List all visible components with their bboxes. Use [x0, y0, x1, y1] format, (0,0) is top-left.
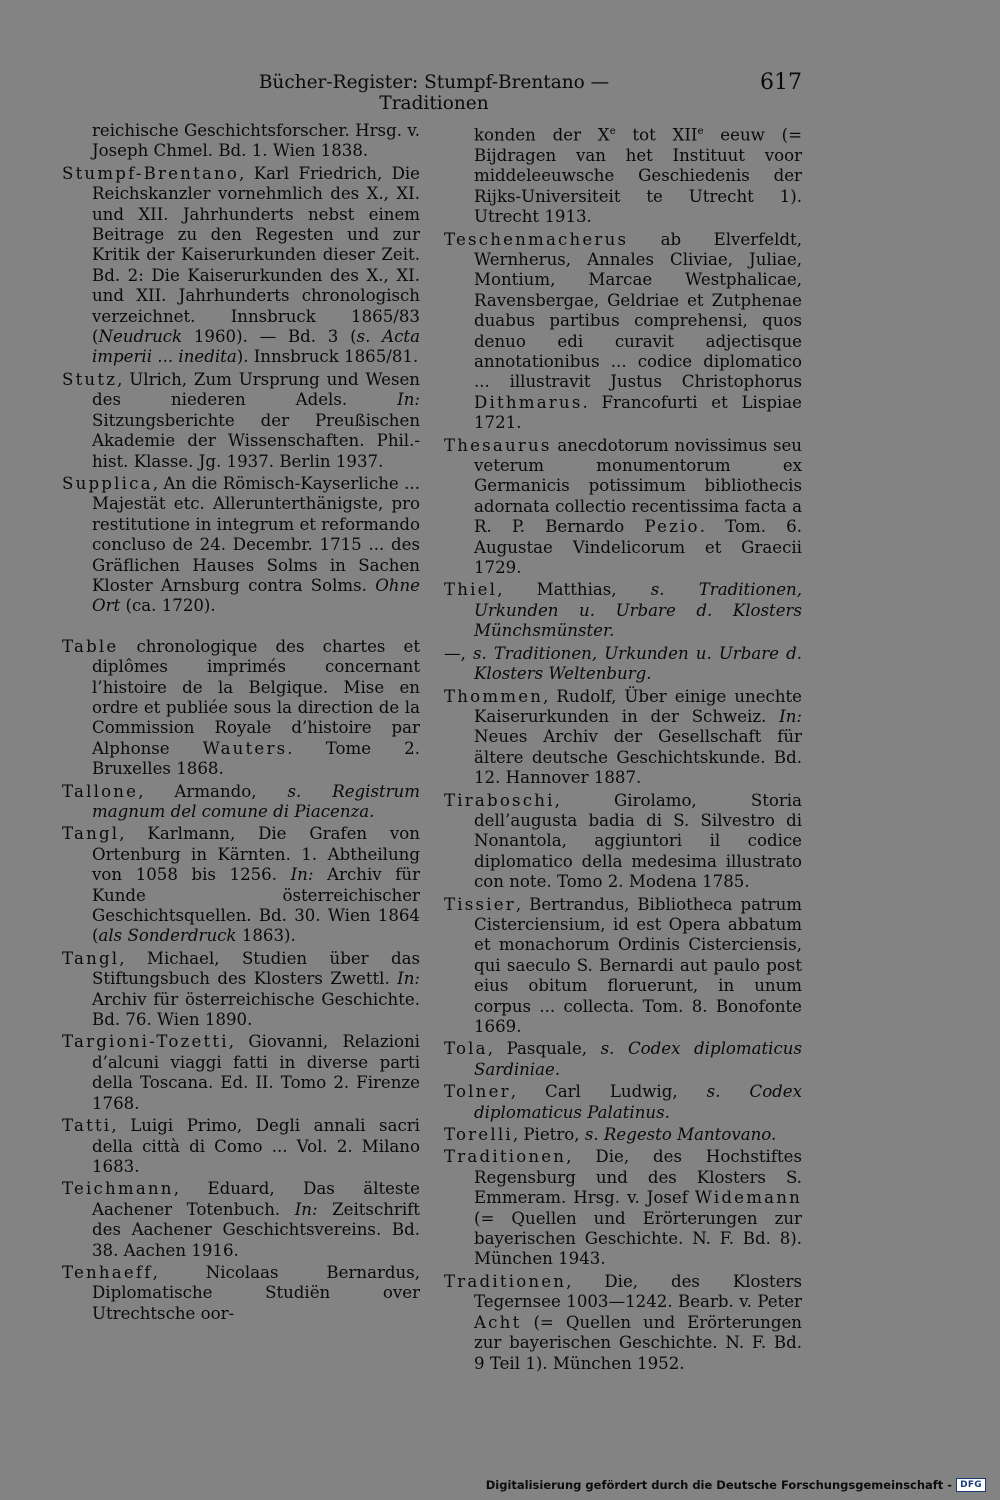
- entry-text: , Ulrich, Zum Ursprung und Wesen des niederen Adels.: [92, 369, 420, 410]
- bibliography-entry: [444, 1125, 802, 1145]
- entry-author: Dithmarus: [474, 392, 583, 412]
- bibliography-entry: [62, 949, 420, 1031]
- bibliography-entry: [444, 791, 802, 893]
- entry-text: , Pietro,: [512, 1125, 585, 1145]
- entry-text: Zeitschrift des Aachener Geschichtsvereins. Bd. 38. Aachen 1916.: [92, 1199, 420, 1260]
- entry-author: Tissier: [444, 894, 516, 914]
- entry-text: Neues Archiv der Gesellschaft für ältere deutsche Geschichtskunde. Bd. 12. Hannover 1887.: [474, 727, 802, 788]
- entry-author: Thommen: [444, 686, 544, 706]
- right-column: [444, 121, 802, 1376]
- entry-text: konden der X: [474, 125, 610, 145]
- entry-text: , Bertrandus, Bibliotheca patrum Cisterciensium, id est Opera abbatum et monachorum Ordinis Cisterciensis, qui saeculo S. Bernardi aut paulo post eius obitum floruerunt, in unum corpus ... collecta. Tom. 8. Bonofonte 1669.: [474, 894, 802, 1036]
- entry-text: Sitzungsberichte der Preußischen Akademie der Wissenschaften. Phil.-hist. Klasse. Jg. 1937. Berlin 1937.: [92, 410, 420, 471]
- entry-italic-text: s. Traditionen, Urkunden u. Urbare d. Klosters Münchsmünster.: [474, 580, 802, 641]
- entry-author: Tangl: [62, 948, 120, 968]
- entry-author: Torelli: [444, 1125, 513, 1145]
- entry-author: Tola: [444, 1039, 488, 1059]
- bibliography-entry: [62, 1116, 420, 1177]
- bibliography-entry: [62, 164, 420, 368]
- bibliography-entry: [62, 1179, 420, 1261]
- entry-text: , Karl Friedrich, Die Reichskanzler vornehmlich des X., XI. und XII. Jahrhunderts nebst einem Beitrage zu den Regesten und zur Kritik der Kaiserurkunden dieser Zeit. Bd. 2: Die Kaiserurkunden des X., XI. und XII. Jahrhunderts chronologisch verzeichnet. Innsbruck 1865/83 (: [92, 163, 420, 347]
- entry-text: , Matthias,: [497, 580, 651, 600]
- bibliography-entry: [444, 121, 802, 228]
- running-title: Bücher-Register: Stumpf-Brentano — Traditionen: [258, 72, 610, 114]
- page-number: 617: [760, 70, 802, 95]
- bibliography-entry: [444, 436, 802, 579]
- entry-text: , Die, des Klosters Tegernsee 1003—1242. Bearb. v. Peter: [474, 1271, 802, 1312]
- entry-author: Tolner: [444, 1082, 511, 1102]
- entry-italic-text: s. Codex diplomaticus Palatinus.: [474, 1082, 802, 1122]
- entry-author: Tatti: [62, 1116, 112, 1136]
- entry-text: Archiv für österreichische Geschichte. Bd. 76. Wien 1890.: [92, 989, 420, 1030]
- entry-text: , Eduard, Das älteste Aachener Totenbuch.: [92, 1179, 420, 1219]
- bibliography-entry: [62, 1263, 420, 1324]
- entry-text: (= Quellen und Erörterungen zur bayerischen Geschichte. N. F. Bd. 9 Teil 1). München 1952.: [474, 1312, 802, 1373]
- entry-italic-text: s. Acta imperii ... inedita: [92, 327, 420, 367]
- entry-italic-text: In:: [290, 865, 314, 885]
- entry-text: , An die Römisch-Kayserliche ... Majestät etc. Allerunterthänigste, pro restitutione in integrum et reformando concluso de 24. Decembr. 1715 ... des Gräflichen Hauses Solms in Sachen Kloster Arnsburg contra Solms.: [92, 473, 420, 595]
- entry-text: 1863).: [236, 926, 296, 946]
- entry-author: Pezio: [644, 517, 700, 537]
- entry-author: Teschenmacherus: [444, 229, 629, 249]
- bibliography-entry: [62, 121, 420, 162]
- bibliography-entry: [444, 1272, 802, 1374]
- bibliography-entry: [62, 782, 420, 823]
- page-header: [62, 70, 802, 114]
- entry-text: (= Quellen und Erörterungen zur bayerischen Geschichte. N. F. Bd. 8). München 1943.: [474, 1208, 802, 1269]
- entry-text: (ca. 1720).: [120, 596, 216, 616]
- entry-text: anecdotorum novissimus seu veterum monumentorum ex Germanicis potissimum bibliothecis adornata collectio recentissima facta a R. P. Bernardo: [474, 435, 802, 537]
- entry-italic-text: In:: [397, 969, 420, 989]
- entry-author: Supplica: [62, 473, 153, 493]
- entry-italic-text: In:: [294, 1199, 318, 1219]
- entry-author: Thiel: [444, 580, 498, 600]
- entry-text: . Francofurti et Lispiae 1721.: [474, 392, 802, 433]
- bibliography-entry: [444, 230, 802, 434]
- bibliography-entry: [444, 1147, 802, 1269]
- entry-author: Tangl: [62, 824, 120, 844]
- dfg-logo: DFG: [956, 1478, 986, 1492]
- entry-text: e: [697, 125, 704, 137]
- entry-author: Teichmann: [62, 1179, 174, 1199]
- entry-italic-text: Neudruck: [98, 327, 183, 347]
- entry-italic-text: In:: [397, 390, 420, 410]
- entry-author: Tallone: [62, 781, 139, 801]
- bibliography-entry: [62, 370, 420, 472]
- entry-text: , Pasquale,: [487, 1039, 601, 1059]
- entry-text: ). Innsbruck 1865/81.: [236, 347, 419, 367]
- entry-author: Traditionen: [444, 1147, 567, 1167]
- entry-author: Acht: [474, 1312, 522, 1332]
- bibliography-entry: [62, 637, 420, 780]
- entry-author: Wauters: [202, 738, 288, 758]
- bibliography-entry: [62, 824, 420, 946]
- entry-text: , Armando,: [138, 781, 288, 801]
- entry-text: , Karlmann, Die Grafen von Ortenburg in Kärnten. 1. Abtheilung von 1058 bis 1256.: [92, 824, 420, 885]
- entry-text: , Die, des Hochstiftes Regensburg und des Klosters S. Emmeram. Hrsg. v. Josef: [474, 1147, 802, 1208]
- entry-text: tot XII: [615, 125, 698, 145]
- entry-author: Stutz: [62, 369, 118, 389]
- entry-italic-text: s. Codex diplomaticus Sardiniae.: [474, 1039, 802, 1079]
- entry-text: 1960). — Bd. 3 (: [182, 327, 357, 347]
- entry-text: e: [609, 125, 616, 137]
- entry-text: —,: [444, 643, 473, 663]
- entry-italic-text: Ohne Ort: [92, 575, 420, 616]
- entry-text: ab Elverfeldt, Wernherus, Annales Cliviae, Juliae, Montium, Marcae Westphalicae, Ravensbergae, Geldriae et Zutphenae duabus partibus comprehensi, quos denuo edi curavit adjectisque annotationibus ... codice diplomatico ... illustravit Justus Christophorus: [474, 229, 802, 392]
- bibliography-entry: [444, 1039, 802, 1080]
- bibliography-entry: [444, 580, 802, 641]
- entry-author: Traditionen: [444, 1271, 567, 1291]
- entry-author: Stumpf-Brentano: [62, 163, 240, 183]
- entry-italic-text: s. Traditionen, Urkunden u. Urbare d. Klosters Weltenburg.: [472, 643, 802, 684]
- entry-text: , Carl Ludwig,: [510, 1082, 707, 1102]
- entry-text: reichische Geschichtsforscher. Hrsg. v. Joseph Chmel. Bd. 1. Wien 1838.: [92, 121, 420, 161]
- entry-text: , Giovanni, Relazioni d’alcuni viaggi fatti in diverse parti della Toscana. Ed. II. Tomo 2. Firenze 1768.: [92, 1032, 420, 1113]
- bibliography-entry: [444, 687, 802, 789]
- bibliography-entry: [62, 1032, 420, 1114]
- entry-author: Tenhaeff: [62, 1262, 153, 1282]
- entry-text: , Rudolf, Über einige unechte Kaiserurkunden in der Schweiz.: [474, 686, 802, 726]
- entry-author: Targioni-Tozetti: [62, 1032, 229, 1052]
- entry-author: Table: [62, 636, 119, 656]
- entry-italic-text: In:: [779, 706, 802, 726]
- footer: [486, 1474, 986, 1496]
- bibliography-entry: [444, 644, 802, 685]
- entry-author: Thesaurus: [444, 435, 552, 455]
- entry-italic-text: als Sonderdruck: [98, 926, 237, 946]
- bibliography-entry: [444, 1082, 802, 1123]
- entry-text: . Tom. 6. Augustae Vindelicorum et Graecii 1729.: [474, 517, 802, 578]
- entry-author: Widemann: [694, 1188, 802, 1208]
- bibliography-entry: [444, 895, 802, 1038]
- entry-italic-text: s. Regesto Mantovano.: [584, 1125, 777, 1145]
- entry-text: chronologique des chartes et diplômes imprimés concernant l’histoire de la Belgique. Mise en ordre et publiée sous la direction de la Commission Royale d’histoire par Alphonse: [92, 636, 420, 758]
- entry-text: , Luigi Primo, Degli annali sacri della città di Como ... Vol. 2. Milano 1683.: [92, 1116, 420, 1176]
- entry-italic-text: s. Registrum magnum del comune di Piacenza.: [92, 781, 420, 821]
- entry-author: Tiraboschi: [444, 790, 555, 810]
- entry-text: , Nicolaas Bernardus, Diplomatische Studiën over Utrechtsche oor-: [92, 1262, 420, 1323]
- left-column: [62, 121, 420, 1326]
- entry-text: Archiv für Kunde österreichischer Geschichtsquellen. Bd. 30. Wien 1864 (: [92, 865, 420, 946]
- entry-text: eeuw (= Bijdragen van het Instituut voor middeleeuwsche Geschiedenis der Rijks-Universiteit te Utrecht 1). Utrecht 1913.: [474, 125, 802, 227]
- entry-text: , Michael, Studien über das Stiftungsbuch des Klosters Zwettl.: [92, 948, 420, 989]
- entry-text: . Tome 2. Bruxelles 1868.: [92, 738, 421, 779]
- footer-credit: Digitalisierung gefördert durch die Deutsche Forschungsgemeinschaft -: [485, 1478, 953, 1492]
- bibliography-entry: [62, 474, 420, 617]
- entry-text: , Girolamo, Storia dell’augusta badia di S. Silvestro di Nonantola, aggiuntori il codice diplomatico della medesima illustrato con note. Tomo 2. Modena 1785.: [474, 790, 802, 892]
